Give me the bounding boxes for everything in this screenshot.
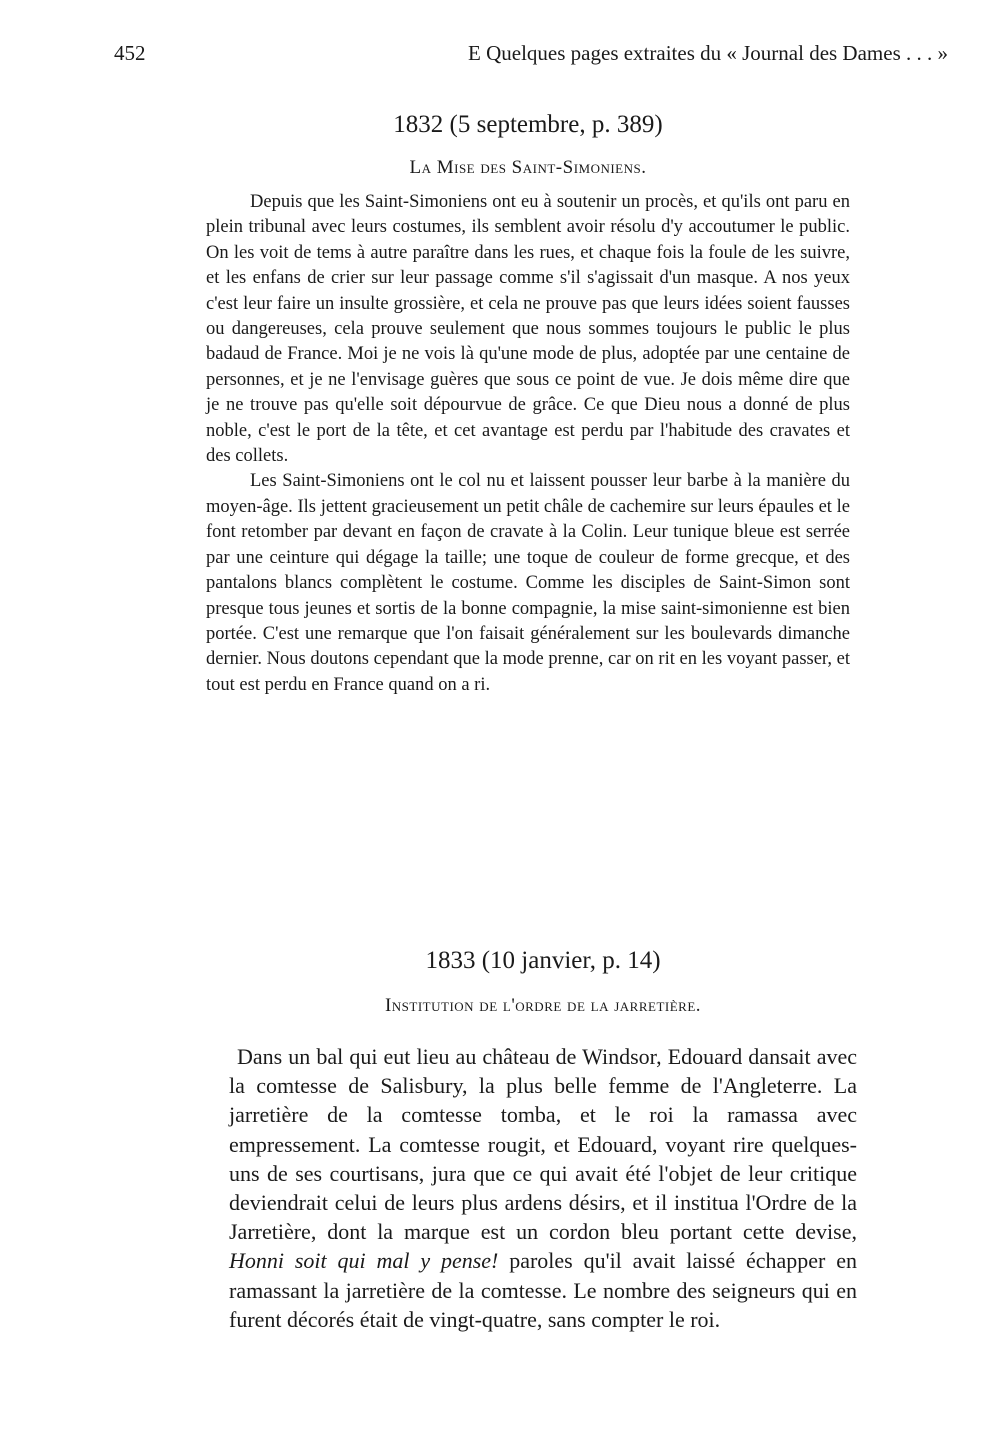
page-header	[114, 38, 948, 68]
paragraph: Depuis que les Saint-Simoniens ont eu à soutenir un procès, et qu'ils ont paru en plein tribunal avec leurs costumes, ils semblent avoir résolu d'y accoutumer le public. On les voit de tems à autre paraître dans les rues, et chaque fois la foule de les suivre, et les enfans de crier sur leur passage comme s'il s'agissait d'un masque. A nos yeux c'est leur faire un insulte grossière, et cela ne prouve pas que leurs idées soient fausses ou dangereuses, cela prouve seulement que nous sommes toujours le public le plus badaud de France. Moi je ne vois là qu'une mode de plus, adoptée par une centaine de personnes, et je ne l'envisage guères que sous ce point de vue. Je dois même dire que je ne trouve pas qu'elle soit dépourvue de grâce. Ce que Dieu nous a donné de plus noble, c'est le port de la tête, et cet avantage est perdu par l'habitude des cravates et des collets.	[206, 192, 850, 467]
entry-date: 1832 (5 septembre, p. 389)	[393, 111, 663, 138]
paragraph	[229, 1042, 857, 1334]
entry-title: Institution de l'ordre de la jarretière.	[384, 995, 702, 1016]
entry-1832	[206, 108, 850, 698]
paragraph-text: paroles qu'il avait laissé échapper en ramassant la jarretière de la comtesse. Le nombre des seigneurs qui en furent décorés était de vingt-quatre, sans compter le roi.	[229, 1248, 857, 1332]
running-head: E Quelques pages extraites du « Journal des Dames . . . »	[468, 41, 948, 65]
entry-1833	[229, 944, 857, 1334]
paragraph: Les Saint-Simoniens ont le col nu et laissent pousser leur barbe à la manière du moyen-âge. Ils jettent gracieusement un petit châle de cachemire sur leurs épaules et le font retomber par devant en façon de cravate à la Colin. Leur tunique bleue est serrée par une ceinture qui dégage la taille; une toque de couleur de forme grecque, et des pantalons blancs complètent le costume. Comme les disciples de Saint-Simon sont presque tous jeunes et sortis de la bonne compagnie, la mise saint-simonienne est bien portée. C'est une remarque que l'on faisait généralement sur les boulevards dimanche dernier. Nous doutons cependant que la mode prenne, car on rit en les voyant passer, et tout est perdu en France quand on a ri.	[206, 471, 850, 695]
motto: Honni soit qui mal y pense!	[229, 1248, 499, 1274]
paragraph-text: Dans un bal qui eut lieu au château de Windsor, Edouard dansait avec la comtesse de Salisbury, la plus belle femme de l'Angleterre. La jarretière de la comtesse tomba, et le roi la ramassa avec empressement. La comtesse rougit, et Edouard, voyant rire quelques-uns de ses courtisans, jura que ce qui avait été l'objet de leur critique deviendrait celui de leurs plus ardens désirs, et il institua l'Ordre de la Jarretière, dont la marque est un cordon bleu portant cette devise,	[229, 1044, 857, 1245]
page-number: 452	[114, 41, 146, 65]
entry-date: 1833 (10 janvier, p. 14)	[425, 947, 661, 974]
entry-title: La Mise des Saint-Simoniens.	[409, 157, 647, 178]
